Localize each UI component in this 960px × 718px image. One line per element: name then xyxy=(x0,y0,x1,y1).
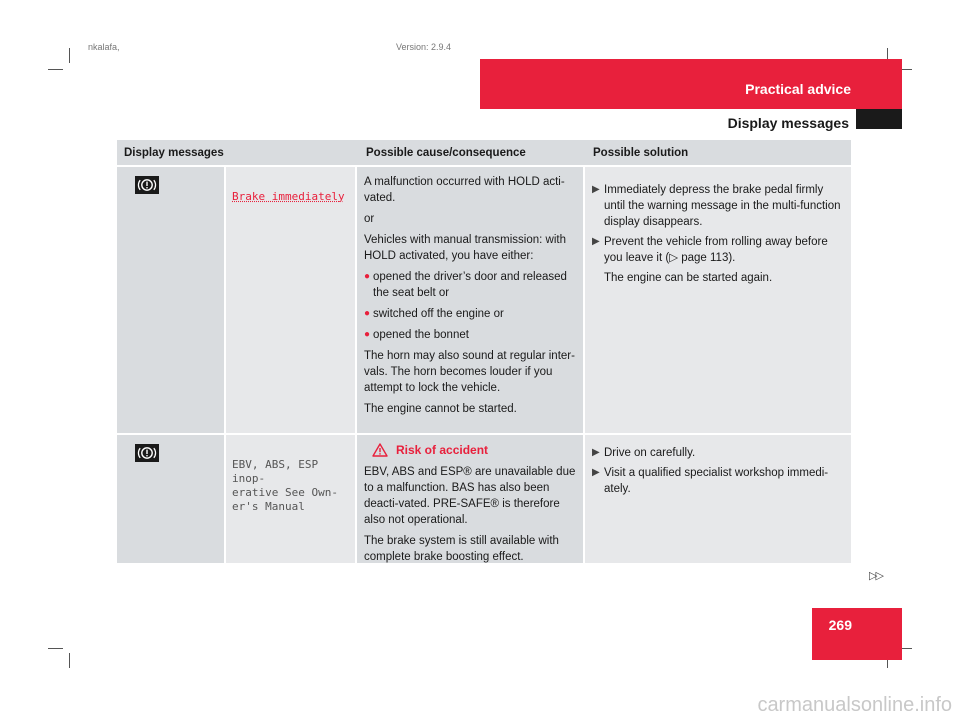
cause-cell xyxy=(357,435,585,563)
solution-text: Prevent the vehicle from rolling away before you leave it (▷ page 113). xyxy=(604,236,828,264)
message-cell xyxy=(226,167,357,433)
warning-triangle-icon xyxy=(372,443,388,457)
cause-text: The brake system is still available with complete brake boosting effect. xyxy=(364,535,559,563)
bullet-item xyxy=(364,269,579,301)
solution-text: Visit a qualified specialist workshop immedi-ately. xyxy=(604,467,829,495)
crop-mark xyxy=(69,48,70,63)
bullet-item xyxy=(364,327,579,343)
brake-warning-icon xyxy=(135,444,159,462)
solution-text: Immediately depress the brake pedal firmly until the warning message in the multi-function display disappears. xyxy=(604,184,841,228)
bullet-text: switched off the engine or xyxy=(373,308,504,320)
crop-mark xyxy=(48,69,63,70)
step-arrow-icon: ▶ xyxy=(592,447,600,458)
page-number-box xyxy=(812,608,902,660)
display-messages-table xyxy=(117,140,851,565)
cause-text: The horn may also sound at regular inter-vals. The horn becomes louder if you attempt to lock the vehicle. xyxy=(364,350,575,394)
step-arrow-icon: ▶ xyxy=(592,184,600,195)
icon-cell xyxy=(117,435,226,563)
section-header-band xyxy=(480,59,902,109)
bullet-text: opened the driver’s door and released the seat belt or xyxy=(373,271,567,299)
icon-cell xyxy=(117,167,226,433)
solution-text: Drive on carefully. xyxy=(604,447,696,459)
step-arrow-icon: ▶ xyxy=(592,236,600,247)
solution-step xyxy=(592,234,847,266)
page-subtitle: Display messages xyxy=(727,115,849,131)
cause-text: A malfunction occurred with HOLD acti-vated. xyxy=(364,176,565,204)
solution-step xyxy=(592,182,847,230)
message-cell xyxy=(226,435,357,563)
bullet-icon: ● xyxy=(364,308,371,319)
meta-author: nkalafa, xyxy=(88,42,120,52)
crop-mark xyxy=(69,653,70,668)
table-header-row xyxy=(117,140,851,167)
column-header: Display messages xyxy=(124,147,224,159)
cause-text: EBV, ABS and ESP® are unavailable due to a malfunction. BAS has also been deacti-vated. PRE-SAFE® is therefore also not operational. xyxy=(364,466,576,526)
thumb-tab xyxy=(856,109,902,129)
column-header: Possible solution xyxy=(593,147,689,159)
solution-cell xyxy=(585,435,851,563)
bullet-icon: ● xyxy=(364,329,371,340)
warning-heading xyxy=(372,442,579,458)
section-title: Practical advice xyxy=(745,81,851,97)
watermark: carmanualsonline.info xyxy=(757,694,952,716)
bullet-icon: ● xyxy=(364,271,371,282)
warning-label: Risk of accident xyxy=(396,443,489,457)
continue-arrows-icon: ▷▷ xyxy=(869,570,882,582)
table-row xyxy=(117,167,851,435)
brake-warning-icon xyxy=(135,176,159,194)
column-header: Possible cause/consequence xyxy=(366,147,526,159)
table-row xyxy=(117,435,851,565)
cause-text: Vehicles with manual transmission: with HOLD activated, you have either: xyxy=(364,234,566,262)
meta-version: Version: 2.9.4 xyxy=(396,42,452,52)
solution-step xyxy=(592,445,847,461)
cause-text: or xyxy=(364,213,375,225)
display-message: EBV, ABS, ESP inop- erative See Own- er's Manual xyxy=(232,458,338,513)
step-arrow-icon: ▶ xyxy=(592,467,600,478)
display-message: Brake immediately xyxy=(232,190,345,203)
cause-text: The engine cannot be started. xyxy=(364,403,517,415)
cause-cell xyxy=(357,167,585,433)
bullet-text: opened the bonnet xyxy=(373,329,469,341)
page-number: 269 xyxy=(828,617,852,633)
solution-cell xyxy=(585,167,851,433)
crop-mark xyxy=(48,648,63,649)
solution-note: The engine can be started again. xyxy=(604,272,773,284)
solution-step xyxy=(592,465,847,497)
bullet-item xyxy=(364,306,579,322)
